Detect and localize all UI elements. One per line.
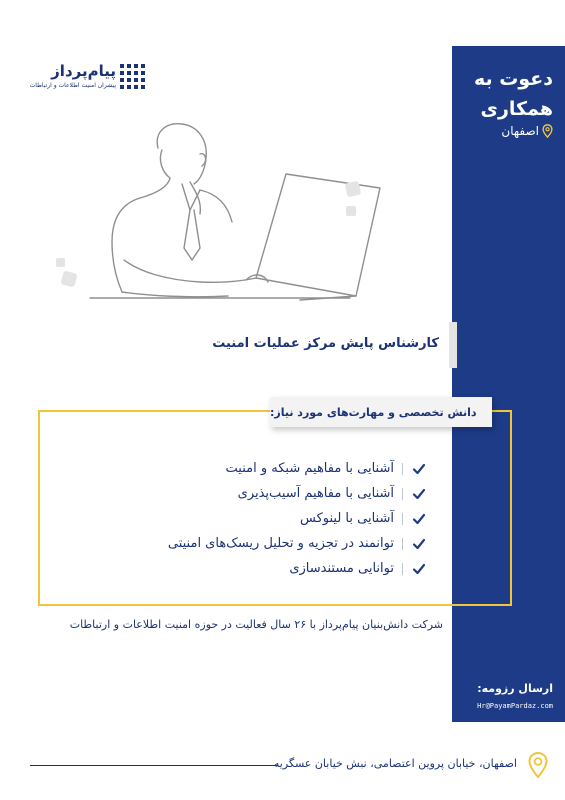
skills-list [120,456,426,581]
panel-title: دعوت به همکاری [473,68,553,120]
logo-tagline: پیشران امنیت اطلاعات و ارتباطات [29,82,116,89]
skill-text: آشنایی با لینوکس [300,511,394,526]
divider [402,538,403,550]
location-pin-icon [527,751,549,779]
list-item [120,531,426,556]
dot-grid-logo-icon [120,64,146,90]
company-logo [29,60,150,96]
check-icon [412,487,426,501]
divider [402,463,403,475]
list-item [120,506,426,531]
resume-email[interactable]: Hr@PayamPardaz.com [477,702,553,710]
company-description: شرکت دانش‌بنیان پیام‌پرداز با ۲۶ سال فعالیت در حوزه امنیت اطلاعات و ارتباطات [69,618,443,631]
location-pin-icon [542,124,553,138]
skill-text: آشنایی با مفاهیم آسیب‌پذیری [237,486,394,501]
skills-header: دانش تخصصی و مهارت‌های مورد نیاز: [270,397,492,427]
check-icon [412,537,426,551]
check-icon [412,462,426,476]
title-accent-bar [449,322,457,368]
list-item [120,456,426,481]
panel-city-label: اصفهان [501,124,539,138]
resume-label: ارسال رزومه: [477,682,553,695]
logo-brand-name: پیام‌پرداز [51,62,116,80]
side-panel [452,46,565,722]
skill-text: توانایی مستندسازی [289,561,394,576]
person-with-laptop-illustration [50,110,450,330]
footer-address: اصفهان، خیابان پروین اعتصامی، نبش خیابان عسگریه [273,757,517,770]
job-title: کارشناس پایش مرکز عملیات امنیت [212,336,439,351]
footer-divider [30,765,278,766]
check-icon [412,512,426,526]
skill-text: توانمند در تجزیه و تحلیل ریسک‌های امنیتی [167,536,394,551]
divider [402,488,403,500]
check-icon [412,562,426,576]
panel-city [501,124,553,138]
skill-text: آشنایی با مفاهیم شبکه و امنیت [225,461,394,476]
divider [402,513,403,525]
list-item [120,481,426,506]
divider [402,563,403,575]
list-item [120,556,426,581]
